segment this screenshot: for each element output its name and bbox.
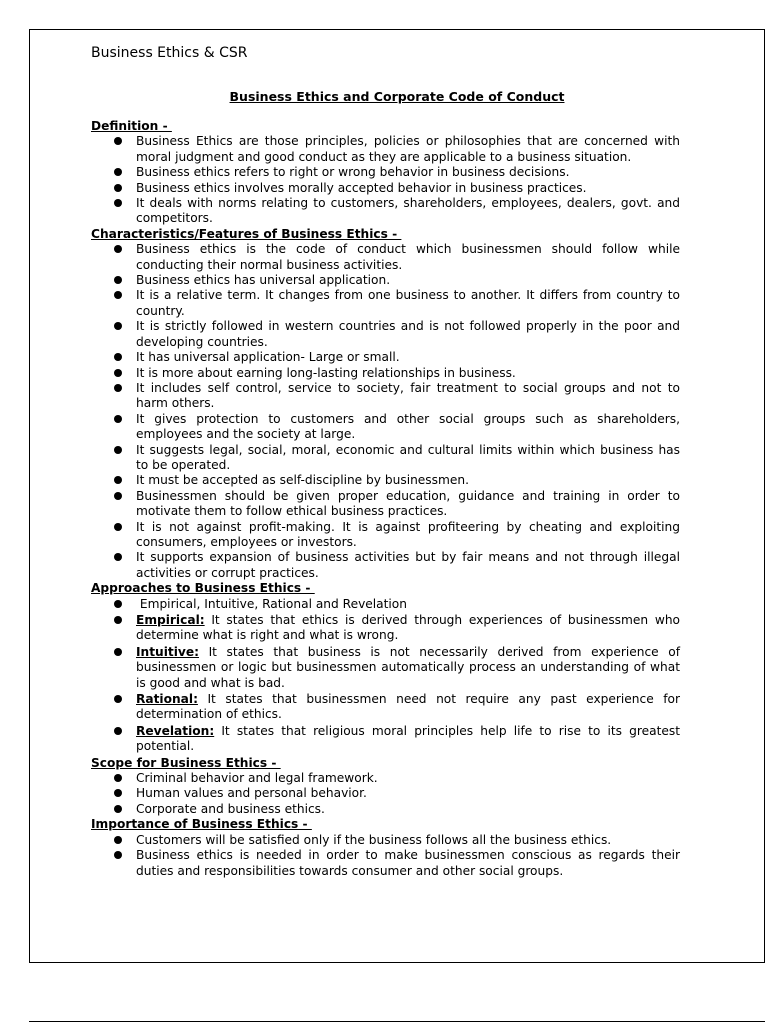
list-item [91,381,680,412]
list-item-text: Businessmen should be given proper education, guidance and training in order to motivate them to follow ethical business practices. [136,488,680,519]
bullet-icon [114,648,122,656]
list-item-text: Business ethics has universal application. [136,273,391,288]
bullet-icon [114,805,122,813]
list-item-text: Business ethics is the code of conduct which businessmen should follow while conducting their normal business activities. [136,242,680,272]
approach-term: Revelation: [136,723,215,738]
list-item-text: It is not against profit-making. It is against profiteering by cheating and exploiting consumers, employees or investors. [136,519,680,549]
list-item-text: It is a relative term. It changes from one business to another. It differs from country to country. [136,288,680,318]
bullet-icon [114,291,122,299]
list-item [91,597,680,612]
section-heading: Definition - [91,119,172,133]
bullet-list [91,833,680,879]
list-item-text: Empirical, Intuitive, Rational and Revelation [136,596,407,611]
document-body [91,119,680,879]
bullet-icon [114,774,122,782]
bullet-icon [114,553,122,561]
approach-term: Intuitive: [136,644,199,659]
bullet-icon [114,184,122,192]
list-item [91,412,680,443]
list-item [91,288,680,319]
bullet-icon [114,245,122,253]
section [91,119,680,227]
list-item-text: It includes self control, service to society, fair treatment to social groups and not to harm others. [136,380,680,411]
list-item [91,645,680,691]
bullet-icon [114,137,122,145]
list-item-text: It is strictly followed in western countries and is not followed properly in the poor and developing countries. [136,319,680,349]
bullet-icon [114,353,122,361]
list-item [91,181,680,196]
list-item-text: Business ethics refers to right or wrong behavior in business decisions. [136,165,570,180]
list-item [91,848,680,879]
document-page [29,29,765,963]
list-item-text: It gives protection to customers and other social groups such as shareholders, employees and the society at large. [136,411,680,442]
approach-description: It states that businessmen need not require any past experience for determination of ethics. [136,692,680,722]
list-item-text: It deals with norms relating to customers, shareholders, employees, dealers, govt. and competitors. [136,196,680,226]
list-item [91,443,680,474]
approach-description: It states that ethics is derived through experiences of businessmen who determine what is right and what is wrong. [136,613,680,643]
section [91,756,680,818]
list-item [91,319,680,350]
list-item-text: It supports expansion of business activities but by fair means and not through illegal activities or corrupt practices. [136,550,680,580]
page-header: Business Ethics & CSR [91,45,248,61]
list-item [91,802,680,817]
bullet-icon [114,523,122,531]
bullet-icon [114,727,122,735]
list-item [91,366,680,381]
list-item-text: It must be accepted as self-discipline by businessmen. [136,473,469,488]
bullet-icon [114,836,122,844]
list-item [91,520,680,551]
list-item [91,786,680,801]
bullet-icon [114,789,122,797]
list-item [91,473,680,488]
bullet-icon [114,369,122,377]
list-item [91,242,680,273]
bullet-icon [114,695,122,703]
bullet-icon [114,446,122,454]
footer-divider [29,1021,765,1022]
bullet-icon [114,415,122,423]
list-item [91,692,680,723]
bullet-list [91,134,680,226]
list-item-text: Corporate and business ethics. [136,801,325,816]
list-item-text: Business ethics involves morally accepted behavior in business practices. [136,180,587,195]
list-item-text: Criminal behavior and legal framework. [136,771,378,786]
list-item [91,489,680,520]
bullet-icon [114,276,122,284]
bullet-icon [114,199,122,207]
bullet-icon [114,492,122,500]
approach-description: It states that business is not necessarily derived from experience of businessmen or logic but businessmen automatically process an understanding of what is good and what is bad. [136,644,680,690]
bullet-icon [114,616,122,624]
bullet-icon [114,322,122,330]
approach-description: It states that religious moral principles help life to rise to its greatest potential. [136,723,680,754]
list-item-text: Business ethics is needed in order to make businessmen conscious as regards their duties and responsibilities towards consumer and other social groups. [136,848,680,878]
bullet-list [91,242,680,581]
list-item-text: It suggests legal, social, moral, economic and cultural limits within which business has to be operated. [136,442,680,472]
section [91,817,680,879]
list-item-text: Business Ethics are those principles, policies or philosophies that are concerned with moral judgment and good conduct as they are applicable to a business situation. [136,134,680,164]
list-item [91,771,680,786]
bullet-icon [114,851,122,859]
section [91,227,680,581]
bullet-list [91,597,680,755]
list-item [91,833,680,848]
bullet-icon [114,476,122,484]
section [91,581,680,754]
list-item [91,165,680,180]
section-heading: Approaches to Business Ethics - [91,581,315,596]
list-item-text: It is more about earning long-lasting relationships in business. [136,365,516,380]
section-heading: Scope for Business Ethics - [91,755,281,770]
list-item [91,724,680,755]
list-item [91,350,680,365]
approach-term: Empirical: [136,613,205,627]
bullet-icon [114,168,122,176]
list-item [91,613,680,644]
list-item-text: Human values and personal behavior. [136,786,367,801]
bullet-list [91,771,680,817]
list-item [91,550,680,581]
list-item-text: Customers will be satisfied only if the business follows all the business ethics. [136,832,612,847]
section-heading: Importance of Business Ethics - [91,817,312,832]
bullet-icon [114,600,122,608]
approach-term: Rational: [136,692,198,707]
list-item [91,273,680,288]
bullet-icon [114,384,122,392]
list-item [91,196,680,227]
document-title: Business Ethics and Corporate Code of Conduct [229,89,565,104]
section-heading: Characteristics/Features of Business Ethics - [91,226,402,241]
list-item [91,134,680,165]
list-item-text: It has universal application- Large or small. [136,350,400,365]
